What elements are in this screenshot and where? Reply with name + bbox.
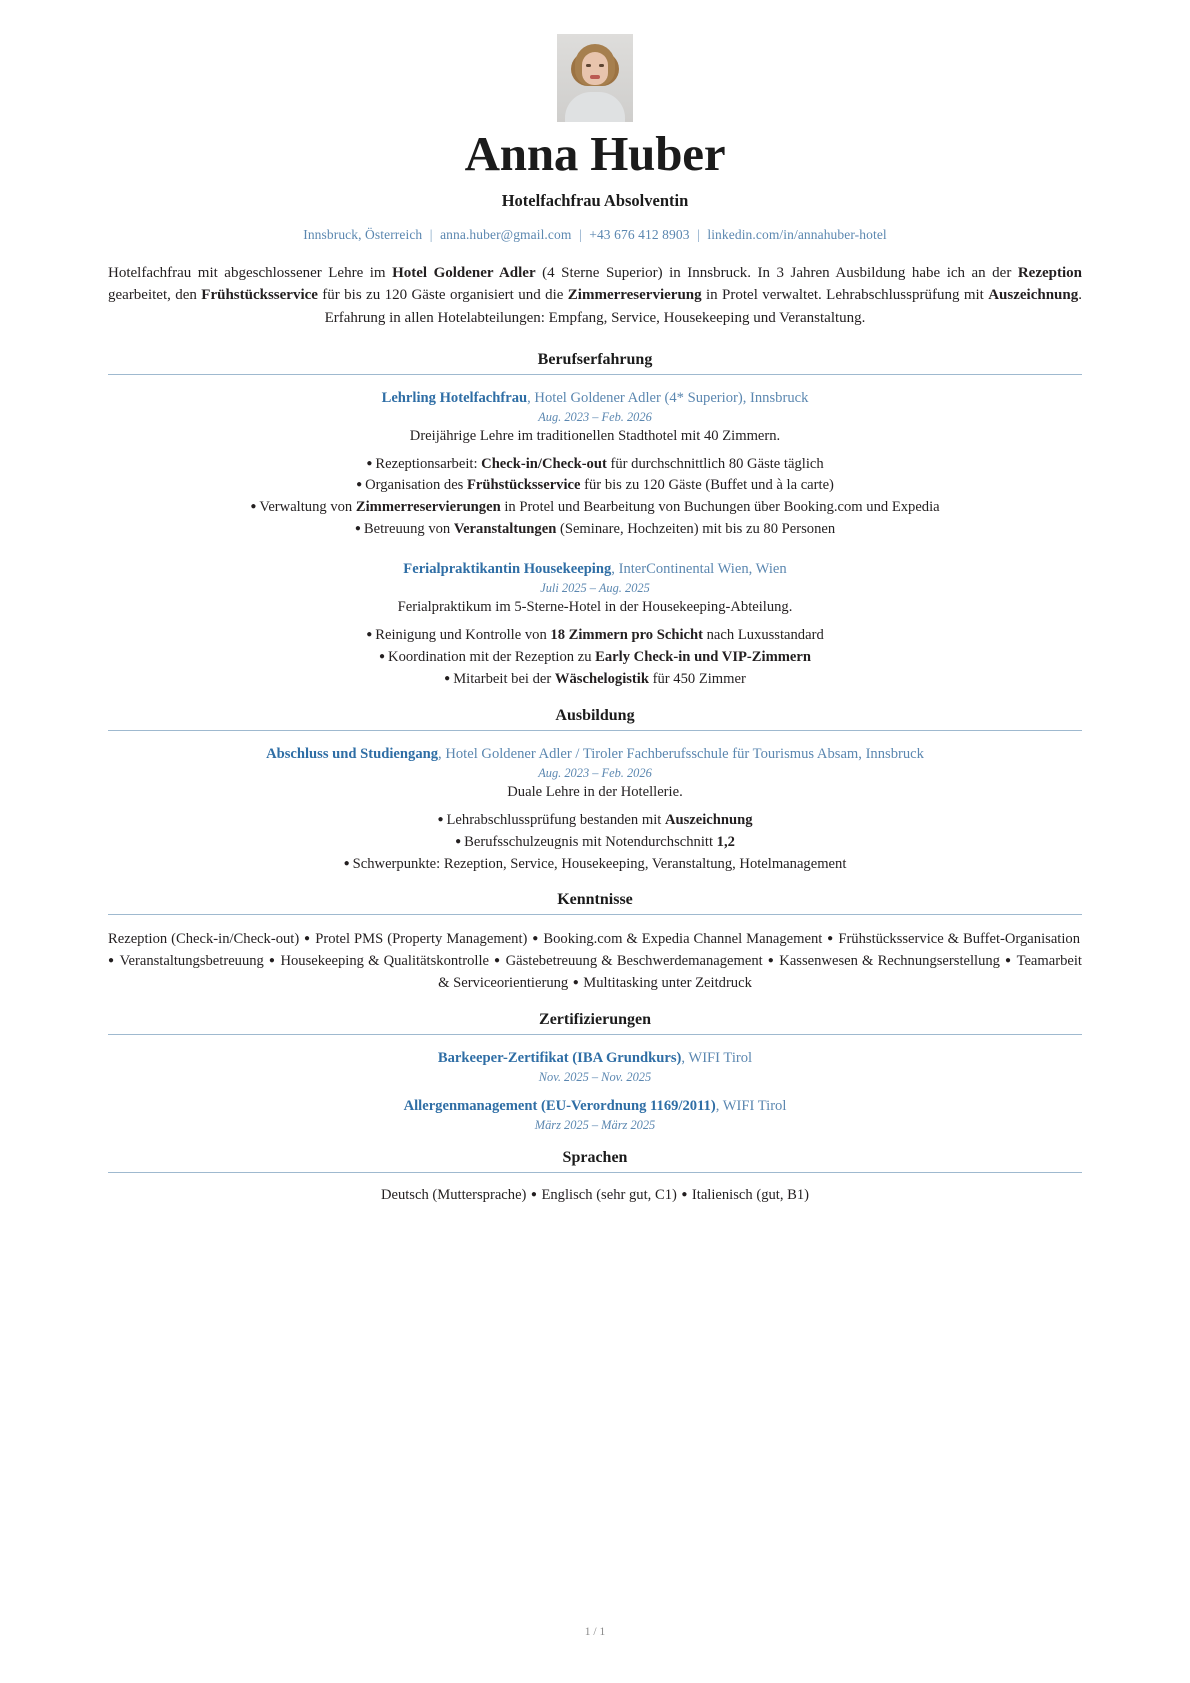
contact-separator-3: | xyxy=(697,227,700,243)
entry-organisation: , InterContinental Wien, Wien xyxy=(611,561,787,578)
entry-description: Dreijährige Lehre im traditionellen Stadthotel mit 40 Zimmern. xyxy=(409,427,781,444)
list-item xyxy=(108,810,1082,832)
certification-name: Allergenmanagement (EU-Verordnung 1169/2011) xyxy=(403,1098,716,1115)
bullet-dot-icon: ● xyxy=(356,479,363,491)
certification-entries xyxy=(108,1049,1082,1133)
bullet-dot-icon: ● xyxy=(1001,955,1015,967)
certification-heading xyxy=(108,1049,1082,1068)
bullet-dot-icon: ● xyxy=(490,955,504,967)
contact-line xyxy=(108,227,1082,243)
profile-summary xyxy=(108,262,1082,328)
eye-left-icon xyxy=(586,64,591,67)
resume-entry xyxy=(108,745,1082,876)
section-title-education: Ausbildung xyxy=(108,707,1082,731)
list-item xyxy=(108,497,1082,519)
entry-heading xyxy=(108,560,1082,579)
certification-name: Barkeeper-Zertifikat (IBA Grundkurs) xyxy=(437,1050,682,1067)
experience-entries xyxy=(108,389,1082,691)
entry-spacer xyxy=(108,543,1082,560)
list-item xyxy=(108,454,1082,476)
lips-icon xyxy=(590,75,600,79)
entry-organisation: , Hotel Goldener Adler (4* Superior), Innsbruck xyxy=(527,389,809,406)
certification-issuer: , WIFI Tirol xyxy=(715,1098,787,1115)
list-item xyxy=(108,647,1082,669)
emphasis-text: Frühstücksservice xyxy=(467,477,581,494)
bullet-dot-icon: ● xyxy=(764,955,778,967)
section-title-experience: Berufserfahrung xyxy=(108,351,1082,375)
bullet-dot-icon: ● xyxy=(366,457,373,469)
list-item: Housekeeping & Qualitätskontrolle xyxy=(280,953,489,970)
plain-text: für 450 Zimmer xyxy=(648,670,746,687)
bullet-dot-icon: ● xyxy=(301,933,314,945)
entry-dates: Juli 2025 – Aug. 2025 xyxy=(540,581,650,596)
bullet-dot-icon: ● xyxy=(528,1189,540,1200)
certification-entry xyxy=(108,1049,1082,1085)
list-item xyxy=(108,475,1082,497)
emphasis-text: Hotel Goldener Adler xyxy=(392,265,536,282)
certification-issuer: , WIFI Tirol xyxy=(681,1050,753,1067)
contact-separator-2: | xyxy=(578,227,582,243)
entry-heading xyxy=(108,745,1082,764)
entry-dates: Aug. 2023 – Feb. 2026 xyxy=(538,409,652,424)
list-item xyxy=(108,854,1082,876)
entry-role: Abschluss und Studiengang xyxy=(266,745,439,762)
bullet-dot-icon: ● xyxy=(343,857,350,869)
emphasis-text: Check-in/Check-out xyxy=(481,455,607,472)
list-item: Deutsch (Muttersprache) xyxy=(380,1187,527,1203)
bullet-dot-icon: ● xyxy=(444,672,451,684)
bullet-dot-icon: ● xyxy=(108,955,118,967)
list-item: Kassenwesen & Rechnungserstellung xyxy=(779,953,1000,970)
education-entries xyxy=(108,745,1082,876)
bullet-dot-icon: ● xyxy=(250,501,257,513)
list-item: Italienisch (gut, B1) xyxy=(691,1187,810,1203)
entry-bullet-list xyxy=(108,454,1082,542)
plain-text: in Protel verwaltet. Lehrabschlussprüfung mit xyxy=(701,287,989,304)
plain-text: Rezeptionsarbeit: xyxy=(375,455,482,472)
list-item: Multitasking unter Zeitdruck xyxy=(583,975,752,992)
entry-description: Duale Lehre in der Hotellerie. xyxy=(507,783,683,800)
page-title: Anna Huber xyxy=(464,126,726,181)
emphasis-text: Auszeichnung xyxy=(988,287,1079,304)
list-item: Gästebetreuung & Beschwerdemanagement xyxy=(505,953,763,970)
entry-heading xyxy=(108,389,1082,408)
plain-text: Schwerpunkte: Rezeption, Service, Housekeeping, Veranstaltung, Hotelmanagement xyxy=(352,855,847,872)
emphasis-text: Veranstaltungen xyxy=(453,521,557,538)
certification-spacer xyxy=(108,1087,1082,1097)
contact-separator-1: | xyxy=(429,227,433,243)
emphasis-text: Wäschelogistik xyxy=(554,670,649,687)
emphasis-text: 18 Zimmern pro Schicht xyxy=(550,627,703,644)
entry-bullet-list xyxy=(108,625,1082,691)
plain-text: für bis zu 120 Gäste organisiert und die xyxy=(317,287,568,304)
entry-role: Lehrling Hotelfachfrau xyxy=(381,389,528,406)
plain-text: Verwaltung von xyxy=(259,499,356,516)
plain-text: in Protel und Bearbeitung von Buchungen über Booking.com und Expedia xyxy=(500,499,940,516)
skills-list xyxy=(108,929,1082,995)
plain-text: Hotelfachfrau mit abgeschlossener Lehre im xyxy=(108,265,393,282)
plain-text: (4 Sterne Superior) in Innsbruck. In 3 Jahren Ausbildung habe ich an der xyxy=(535,265,1018,282)
emphasis-text: Auszeichnung xyxy=(664,811,753,828)
plain-text: (Seminare, Hochzeiten) mit bis zu 80 Personen xyxy=(556,521,836,538)
list-item: Frühstücksservice & Buffet-Organisation xyxy=(838,931,1080,948)
bullet-dot-icon: ● xyxy=(529,933,542,945)
profile-photo-container xyxy=(108,34,1082,122)
list-item: Protel PMS (Property Management) xyxy=(315,931,528,948)
plain-text: für durchschnittlich 80 Gäste täglich xyxy=(606,455,824,472)
emphasis-text: Rezeption xyxy=(1017,265,1082,282)
bullet-dot-icon: ● xyxy=(437,813,444,825)
list-item xyxy=(108,669,1082,691)
bullet-dot-icon: ● xyxy=(366,629,373,641)
languages-list xyxy=(108,1187,1082,1204)
bullet-dot-icon: ● xyxy=(824,933,837,945)
plain-text: Koordination mit der Rezeption zu xyxy=(388,648,596,665)
professional-headline: Hotelfachfrau Absolventin xyxy=(501,191,689,211)
emphasis-text: Early Check-in und VIP-Zimmern xyxy=(595,648,811,665)
contact-phone-link[interactable]: +43 676 412 8903 xyxy=(589,227,690,243)
plain-text: gearbeitet, den xyxy=(108,287,202,304)
plain-text: nach Luxusstandard xyxy=(702,627,824,644)
profile-photo xyxy=(557,34,633,122)
plain-text: Mitarbeit bei der xyxy=(453,670,555,687)
bullet-dot-icon: ● xyxy=(379,650,386,662)
list-item: Teamarbeit & Serviceorientierung xyxy=(438,953,1082,992)
list-item: Veranstaltungsbetreuung xyxy=(119,953,264,970)
section-title-certifications: Zertifizierungen xyxy=(108,1011,1082,1035)
plain-text: Organisation des xyxy=(365,477,467,494)
contact-linkedin-link[interactable]: linkedin.com/in/annahuber-hotel xyxy=(707,227,887,243)
list-item xyxy=(108,832,1082,854)
bullet-dot-icon: ● xyxy=(354,523,361,535)
list-item xyxy=(108,625,1082,647)
bullet-dot-icon: ● xyxy=(570,977,582,989)
entry-role: Ferialpraktikantin Housekeeping xyxy=(403,561,612,578)
emphasis-text: 1,2 xyxy=(716,833,735,850)
list-item: Booking.com & Expedia Channel Management xyxy=(543,931,823,948)
certification-dates: Nov. 2025 – Nov. 2025 xyxy=(538,1070,652,1085)
certification-entry xyxy=(108,1097,1082,1133)
bullet-dot-icon: ● xyxy=(678,1189,690,1200)
plain-text: Betreuung von xyxy=(363,521,454,538)
page-indicator: 1 / 1 xyxy=(584,1626,606,1638)
entry-description: Ferialpraktikum im 5-Sterne-Hotel in der Housekeeping-Abteilung. xyxy=(397,599,793,616)
list-item: Englisch (sehr gut, C1) xyxy=(541,1187,677,1203)
contact-location: Innsbruck, Österreich xyxy=(303,227,423,243)
plain-text: für bis zu 120 Gäste (Buffet und à la carte) xyxy=(580,477,834,494)
resume-entry xyxy=(108,560,1082,691)
plain-text: Reinigung und Kontrolle von xyxy=(375,627,551,644)
list-item: Rezeption (Check-in/Check-out) xyxy=(108,931,300,948)
plain-text: Lehrabschlussprüfung bestanden mit xyxy=(446,811,665,828)
entry-bullet-list xyxy=(108,810,1082,876)
section-title-skills: Kenntnisse xyxy=(108,891,1082,915)
entry-organisation: , Hotel Goldener Adler / Tiroler Fachberufsschule für Tourismus Absam, Innsbruck xyxy=(438,745,924,762)
bullet-dot-icon: ● xyxy=(265,955,279,967)
emphasis-text: Frühstücksservice xyxy=(201,287,318,304)
plain-text: . Erfahrung in allen Hotelabteilungen: Empfang, Service, Housekeeping und Veranstaltung. xyxy=(324,287,1082,326)
section-title-languages: Sprachen xyxy=(108,1149,1082,1173)
resume-entry xyxy=(108,389,1082,542)
emphasis-text: Zimmerreservierungen xyxy=(355,499,501,516)
contact-email-link[interactable]: anna.huber@gmail.com xyxy=(440,227,572,243)
list-item xyxy=(108,519,1082,541)
plain-text: Berufsschulzeugnis mit Notendurchschnitt xyxy=(464,833,717,850)
certification-heading xyxy=(108,1097,1082,1116)
emphasis-text: Zimmerreservierung xyxy=(567,287,702,304)
certification-dates: März 2025 – März 2025 xyxy=(534,1118,656,1132)
eye-right-icon xyxy=(599,64,604,67)
bullet-dot-icon: ● xyxy=(455,835,462,847)
entry-dates: Aug. 2023 – Feb. 2026 xyxy=(538,765,652,780)
face-icon xyxy=(582,52,608,85)
